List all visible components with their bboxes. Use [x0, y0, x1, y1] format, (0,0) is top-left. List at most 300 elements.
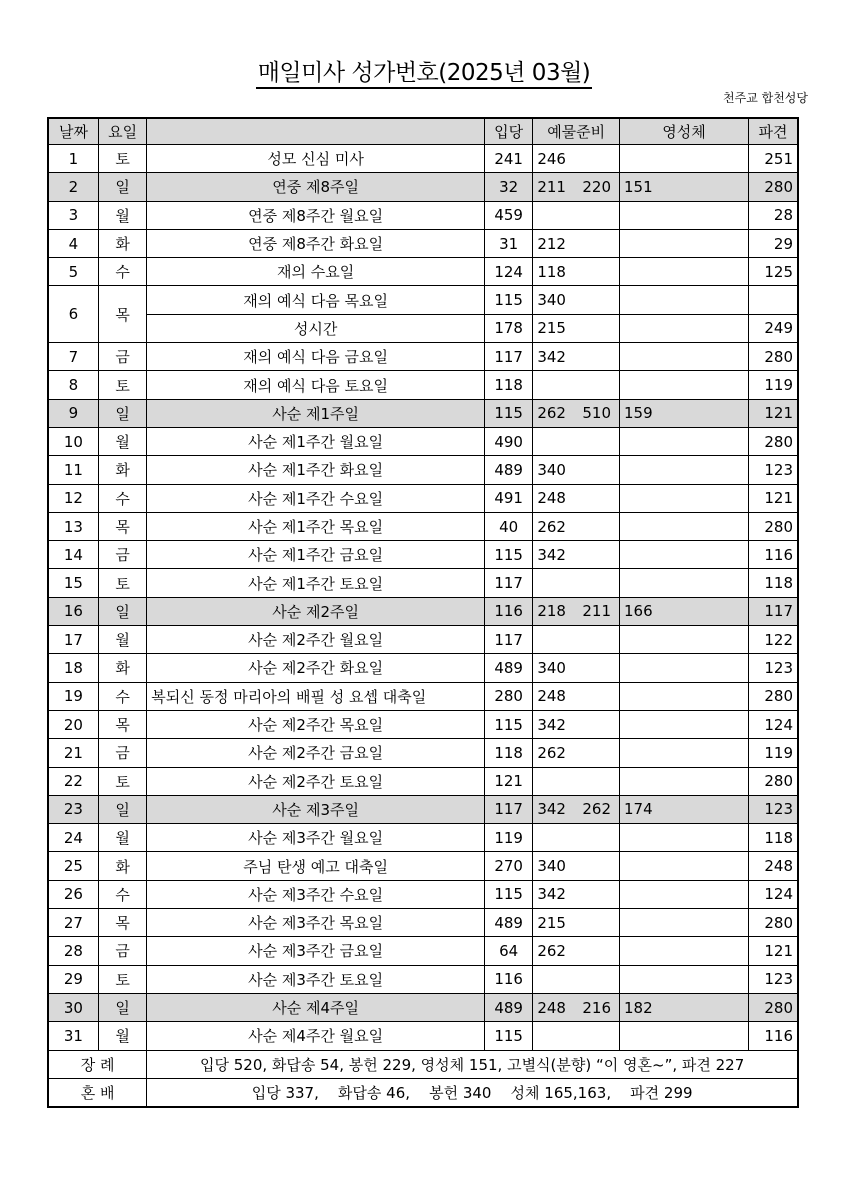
- communion-cell: [620, 314, 749, 342]
- offertory-values: [537, 602, 615, 620]
- recessional-cell: 280: [749, 682, 798, 710]
- day-cell: 13: [48, 512, 98, 540]
- offertory-cell: [533, 767, 620, 795]
- entrance-cell: 115: [484, 286, 532, 314]
- day-cell: 16: [48, 597, 98, 625]
- mass-name-cell: 사순 제2주일: [147, 597, 485, 625]
- mass-name-cell: 사순 제2주간 월요일: [147, 626, 485, 654]
- offertory-cell: [533, 654, 620, 682]
- offertory-hymn: 218: [537, 602, 566, 621]
- weekday-cell: 일: [98, 993, 146, 1021]
- weekday-cell: 목: [98, 909, 146, 937]
- table-row: [48, 201, 798, 229]
- offertory-values: [537, 348, 615, 366]
- recessional-cell: 125: [749, 258, 798, 286]
- recessional-cell: 121: [749, 399, 798, 427]
- weekday-cell: 월: [98, 1022, 146, 1050]
- communion-cell: [620, 880, 749, 908]
- entrance-cell: 489: [484, 993, 532, 1021]
- funeral-row: [48, 1050, 798, 1078]
- offertory-values: [537, 546, 615, 564]
- offertory-hymn: 340: [537, 291, 566, 310]
- offertory-cell: [533, 484, 620, 512]
- mass-name-cell: 복되신 동정 마리아의 배필 성 요셉 대축일: [147, 682, 485, 710]
- wedding-hymns: 입당 337, 화답송 46, 봉헌 340 성체 165,163, 파견 299: [147, 1078, 798, 1107]
- table-row: [48, 682, 798, 710]
- weekday-cell: 토: [98, 569, 146, 597]
- mass-name-cell: 연중 제8주간 화요일: [147, 229, 485, 257]
- offertory-cell: [533, 286, 620, 314]
- offertory-hymn: 262: [582, 800, 612, 819]
- entrance-cell: 270: [484, 852, 532, 880]
- communion-cell: [620, 767, 749, 795]
- communion-cell: [620, 484, 749, 512]
- offertory-cell: [533, 399, 620, 427]
- recessional-cell: 118: [749, 824, 798, 852]
- mass-name-cell: 사순 제1주간 수요일: [147, 484, 485, 512]
- entrance-cell: 118: [484, 371, 532, 399]
- weekday-cell: 월: [98, 427, 146, 455]
- recessional-cell: 123: [749, 654, 798, 682]
- weekday-cell: 수: [98, 880, 146, 908]
- header-offertory: 예물준비: [533, 118, 620, 145]
- recessional-cell: [749, 286, 798, 314]
- entrance-cell: 490: [484, 427, 532, 455]
- offertory-values: [537, 999, 615, 1017]
- recessional-cell: 249: [749, 314, 798, 342]
- table-row: [48, 795, 798, 823]
- wedding-label: 혼 배: [48, 1078, 147, 1107]
- day-cell: 19: [48, 682, 98, 710]
- offertory-hymn: 510: [582, 404, 612, 423]
- offertory-values: [537, 291, 615, 309]
- entrance-cell: 280: [484, 682, 532, 710]
- communion-cell: [620, 456, 749, 484]
- offertory-cell: [533, 852, 620, 880]
- day-cell: 9: [48, 399, 98, 427]
- mass-name-cell: 사순 제3주일: [147, 795, 485, 823]
- weekday-cell: 수: [98, 682, 146, 710]
- day-cell: 22: [48, 767, 98, 795]
- communion-cell: [620, 965, 749, 993]
- offertory-cell: [533, 258, 620, 286]
- weekday-cell: 금: [98, 343, 146, 371]
- recessional-cell: 121: [749, 937, 798, 965]
- communion-cell: [620, 710, 749, 738]
- offertory-cell: [533, 880, 620, 908]
- table-row: [48, 710, 798, 738]
- weekday-cell: 토: [98, 767, 146, 795]
- communion-cell: 174: [620, 795, 749, 823]
- communion-cell: [620, 852, 749, 880]
- offertory-values: [537, 319, 615, 337]
- mass-name-cell: 성모 신심 미사: [147, 145, 485, 173]
- recessional-cell: 29: [749, 229, 798, 257]
- table-row: [48, 512, 798, 540]
- offertory-cell: [533, 824, 620, 852]
- hymn-schedule-table: [47, 117, 799, 1108]
- recessional-cell: 123: [749, 795, 798, 823]
- communion-cell: 151: [620, 173, 749, 201]
- mass-name-cell: 재의 예식 다음 금요일: [147, 343, 485, 371]
- table-row: [48, 541, 798, 569]
- weekday-cell: 토: [98, 371, 146, 399]
- entrance-cell: 40: [484, 512, 532, 540]
- offertory-values: [537, 659, 615, 677]
- day-cell: 25: [48, 852, 98, 880]
- recessional-cell: 121: [749, 484, 798, 512]
- recessional-cell: 123: [749, 965, 798, 993]
- weekday-cell: 수: [98, 258, 146, 286]
- recessional-cell: 116: [749, 541, 798, 569]
- page-title-text: 매일미사 성가번호(2025년 03월): [256, 60, 593, 89]
- weekday-cell: 화: [98, 654, 146, 682]
- offertory-values: [537, 744, 615, 762]
- weekday-cell: 화: [98, 229, 146, 257]
- weekday-cell: 화: [98, 456, 146, 484]
- offertory-hymn: 340: [537, 658, 566, 677]
- mass-name-cell: 연중 제8주일: [147, 173, 485, 201]
- mass-name-cell: 사순 제3주간 토요일: [147, 965, 485, 993]
- recessional-cell: 117: [749, 597, 798, 625]
- entrance-cell: 117: [484, 343, 532, 371]
- day-cell: 29: [48, 965, 98, 993]
- recessional-cell: 280: [749, 512, 798, 540]
- offertory-values: [537, 885, 615, 903]
- table-row: [48, 286, 798, 314]
- offertory-hymn: 118: [537, 262, 566, 281]
- offertory-cell: [533, 739, 620, 767]
- offertory-hymn: 248: [537, 687, 566, 706]
- mass-name-cell: 재의 예식 다음 토요일: [147, 371, 485, 399]
- recessional-cell: 123: [749, 456, 798, 484]
- entrance-cell: 121: [484, 767, 532, 795]
- communion-cell: [620, 343, 749, 371]
- table-row: [48, 314, 798, 342]
- entrance-cell: 115: [484, 541, 532, 569]
- entrance-cell: 117: [484, 626, 532, 654]
- offertory-values: [537, 914, 615, 932]
- entrance-cell: 241: [484, 145, 532, 173]
- communion-cell: [620, 286, 749, 314]
- table-row: [48, 371, 798, 399]
- recessional-cell: 122: [749, 626, 798, 654]
- funeral-label: 장 례: [48, 1050, 147, 1078]
- offertory-hymn: 262: [537, 517, 566, 536]
- table-row: [48, 937, 798, 965]
- day-cell: 18: [48, 654, 98, 682]
- table-row: [48, 909, 798, 937]
- recessional-cell: 248: [749, 852, 798, 880]
- recessional-cell: 116: [749, 1022, 798, 1050]
- offertory-hymn: 262: [537, 743, 566, 762]
- recessional-cell: 118: [749, 569, 798, 597]
- communion-cell: [620, 682, 749, 710]
- day-cell: 11: [48, 456, 98, 484]
- entrance-cell: 117: [484, 795, 532, 823]
- table-row: [48, 173, 798, 201]
- offertory-hymn: 342: [537, 545, 566, 564]
- communion-cell: [620, 824, 749, 852]
- recessional-cell: 280: [749, 427, 798, 455]
- offertory-hymn: 246: [537, 149, 566, 168]
- weekday-cell: 금: [98, 541, 146, 569]
- day-cell: 4: [48, 229, 98, 257]
- offertory-hymn: 211: [582, 602, 612, 621]
- communion-cell: [620, 739, 749, 767]
- offertory-hymn: 342: [537, 800, 566, 819]
- offertory-hymn: 212: [537, 234, 566, 253]
- table-row: [48, 880, 798, 908]
- offertory-cell: [533, 173, 620, 201]
- offertory-hymn: 342: [537, 715, 566, 734]
- recessional-cell: 280: [749, 993, 798, 1021]
- offertory-cell: [533, 710, 620, 738]
- table-row: [48, 456, 798, 484]
- offertory-values: [537, 489, 615, 507]
- day-cell: 8: [48, 371, 98, 399]
- offertory-values: [537, 235, 615, 253]
- mass-name-cell: 재의 수요일: [147, 258, 485, 286]
- table-row: [48, 993, 798, 1021]
- communion-cell: [620, 371, 749, 399]
- weekday-cell: 금: [98, 937, 146, 965]
- entrance-cell: 116: [484, 965, 532, 993]
- offertory-cell: [533, 597, 620, 625]
- day-cell: 20: [48, 710, 98, 738]
- entrance-cell: 119: [484, 824, 532, 852]
- mass-name-cell: 사순 제1주간 목요일: [147, 512, 485, 540]
- offertory-cell: [533, 427, 620, 455]
- day-cell: 17: [48, 626, 98, 654]
- offertory-hymn: 340: [537, 460, 566, 479]
- entrance-cell: 115: [484, 710, 532, 738]
- recessional-cell: 280: [749, 909, 798, 937]
- offertory-hymn: 215: [537, 319, 566, 338]
- table-row: [48, 824, 798, 852]
- day-cell: 5: [48, 258, 98, 286]
- entrance-cell: 115: [484, 1022, 532, 1050]
- day-cell: 28: [48, 937, 98, 965]
- header-day: 날짜: [48, 118, 98, 145]
- weekday-cell: 월: [98, 824, 146, 852]
- table-row: [48, 427, 798, 455]
- entrance-cell: 489: [484, 654, 532, 682]
- communion-cell: 166: [620, 597, 749, 625]
- mass-name-cell: 연중 제8주간 월요일: [147, 201, 485, 229]
- offertory-cell: [533, 512, 620, 540]
- entrance-cell: 116: [484, 597, 532, 625]
- entrance-cell: 489: [484, 456, 532, 484]
- table-row: [48, 654, 798, 682]
- day-cell: 24: [48, 824, 98, 852]
- offertory-values: [537, 687, 615, 705]
- entrance-cell: 178: [484, 314, 532, 342]
- recessional-cell: 280: [749, 767, 798, 795]
- mass-name-cell: 사순 제2주간 목요일: [147, 710, 485, 738]
- offertory-hymn: 211: [537, 177, 566, 196]
- entrance-cell: 31: [484, 229, 532, 257]
- day-cell: 30: [48, 993, 98, 1021]
- offertory-cell: [533, 201, 620, 229]
- day-cell: 7: [48, 343, 98, 371]
- weekday-cell: 일: [98, 399, 146, 427]
- parish-name: 천주교 합천성당: [723, 91, 808, 105]
- weekday-cell: 토: [98, 965, 146, 993]
- day-cell: 2: [48, 173, 98, 201]
- recessional-cell: 124: [749, 880, 798, 908]
- weekday-cell: 화: [98, 852, 146, 880]
- offertory-hymn: 262: [537, 404, 566, 423]
- communion-cell: [620, 909, 749, 937]
- offertory-cell: [533, 371, 620, 399]
- entrance-cell: 32: [484, 173, 532, 201]
- mass-name-cell: 사순 제2주간 화요일: [147, 654, 485, 682]
- offertory-hymn: 220: [582, 177, 612, 196]
- mass-name-cell: 사순 제3주간 금요일: [147, 937, 485, 965]
- table-row: [48, 484, 798, 512]
- recessional-cell: 280: [749, 343, 798, 371]
- table-row: [48, 569, 798, 597]
- entrance-cell: 115: [484, 880, 532, 908]
- header-mass-name: [147, 118, 485, 145]
- entrance-cell: 124: [484, 258, 532, 286]
- entrance-cell: 64: [484, 937, 532, 965]
- day-cell: 23: [48, 795, 98, 823]
- communion-cell: [620, 937, 749, 965]
- offertory-cell: [533, 1022, 620, 1050]
- table-row: [48, 343, 798, 371]
- communion-cell: [620, 654, 749, 682]
- offertory-values: [537, 178, 615, 196]
- day-cell: 27: [48, 909, 98, 937]
- offertory-values: [537, 263, 615, 281]
- communion-cell: [620, 145, 749, 173]
- header-recessional: 파견: [749, 118, 798, 145]
- communion-cell: [620, 229, 749, 257]
- mass-name-cell: 사순 제2주간 금요일: [147, 739, 485, 767]
- mass-name-cell: 사순 제1주간 화요일: [147, 456, 485, 484]
- table-row: [48, 852, 798, 880]
- offertory-cell: [533, 993, 620, 1021]
- offertory-values: [537, 716, 615, 734]
- table-row: [48, 965, 798, 993]
- offertory-cell: [533, 626, 620, 654]
- offertory-cell: [533, 229, 620, 257]
- communion-cell: [620, 427, 749, 455]
- entrance-cell: 117: [484, 569, 532, 597]
- mass-name-cell: 사순 제1주간 토요일: [147, 569, 485, 597]
- table-row: [48, 597, 798, 625]
- day-cell: 6: [48, 286, 98, 343]
- mass-name-cell: 주님 탄생 예고 대축일: [147, 852, 485, 880]
- table-row: [48, 739, 798, 767]
- weekday-cell: 토: [98, 145, 146, 173]
- communion-cell: [620, 512, 749, 540]
- day-cell: 14: [48, 541, 98, 569]
- offertory-values: [537, 461, 615, 479]
- table-row: [48, 1022, 798, 1050]
- weekday-cell: 금: [98, 739, 146, 767]
- offertory-hymn: 248: [537, 998, 566, 1017]
- recessional-cell: 124: [749, 710, 798, 738]
- table-row: [48, 145, 798, 173]
- recessional-cell: 28: [749, 201, 798, 229]
- mass-name-cell: 재의 예식 다음 목요일: [147, 286, 485, 314]
- communion-cell: 182: [620, 993, 749, 1021]
- offertory-cell: [533, 682, 620, 710]
- table-row: [48, 399, 798, 427]
- offertory-cell: [533, 909, 620, 937]
- communion-cell: [620, 201, 749, 229]
- entrance-cell: 118: [484, 739, 532, 767]
- entrance-cell: 491: [484, 484, 532, 512]
- mass-name-cell: 사순 제4주간 월요일: [147, 1022, 485, 1050]
- table-row: [48, 767, 798, 795]
- wedding-row: [48, 1078, 798, 1107]
- entrance-cell: 115: [484, 399, 532, 427]
- mass-name-cell: 사순 제1주간 금요일: [147, 541, 485, 569]
- header-entrance: 입당: [484, 118, 532, 145]
- recessional-cell: 119: [749, 371, 798, 399]
- offertory-values: [537, 518, 615, 536]
- day-cell: 1: [48, 145, 98, 173]
- mass-name-cell: 사순 제2주간 토요일: [147, 767, 485, 795]
- offertory-hymn: 248: [537, 489, 566, 508]
- communion-cell: [620, 541, 749, 569]
- header-row: [48, 118, 798, 145]
- recessional-cell: 251: [749, 145, 798, 173]
- offertory-hymn: 342: [537, 347, 566, 366]
- mass-name-cell: 사순 제3주간 목요일: [147, 909, 485, 937]
- mass-name-cell: 사순 제3주간 월요일: [147, 824, 485, 852]
- mass-name-cell: 사순 제3주간 수요일: [147, 880, 485, 908]
- offertory-cell: [533, 965, 620, 993]
- entrance-cell: 489: [484, 909, 532, 937]
- weekday-cell: 목: [98, 512, 146, 540]
- page-title: [0, 58, 848, 88]
- mass-name-cell: 사순 제1주간 월요일: [147, 427, 485, 455]
- offertory-values: [537, 150, 615, 168]
- table-row: [48, 258, 798, 286]
- weekday-cell: 수: [98, 484, 146, 512]
- funeral-hymns: 입당 520, 화답송 54, 봉헌 229, 영성체 151, 고별식(분향) “이 영혼~”, 파견 227: [147, 1050, 798, 1078]
- communion-cell: 159: [620, 399, 749, 427]
- offertory-cell: [533, 795, 620, 823]
- day-cell: 10: [48, 427, 98, 455]
- offertory-hymn: 340: [537, 857, 566, 876]
- recessional-cell: 119: [749, 739, 798, 767]
- offertory-cell: [533, 343, 620, 371]
- weekday-cell: 목: [98, 286, 146, 343]
- offertory-values: [537, 800, 615, 818]
- offertory-values: [537, 857, 615, 875]
- offertory-cell: [533, 569, 620, 597]
- offertory-cell: [533, 541, 620, 569]
- day-cell: 21: [48, 739, 98, 767]
- offertory-cell: [533, 314, 620, 342]
- day-cell: 15: [48, 569, 98, 597]
- offertory-cell: [533, 145, 620, 173]
- mass-name-cell: 사순 제4주일: [147, 993, 485, 1021]
- communion-cell: [620, 1022, 749, 1050]
- offertory-cell: [533, 937, 620, 965]
- weekday-cell: 일: [98, 173, 146, 201]
- offertory-hymn: 215: [537, 913, 566, 932]
- offertory-cell: [533, 456, 620, 484]
- day-cell: 3: [48, 201, 98, 229]
- table-row: [48, 626, 798, 654]
